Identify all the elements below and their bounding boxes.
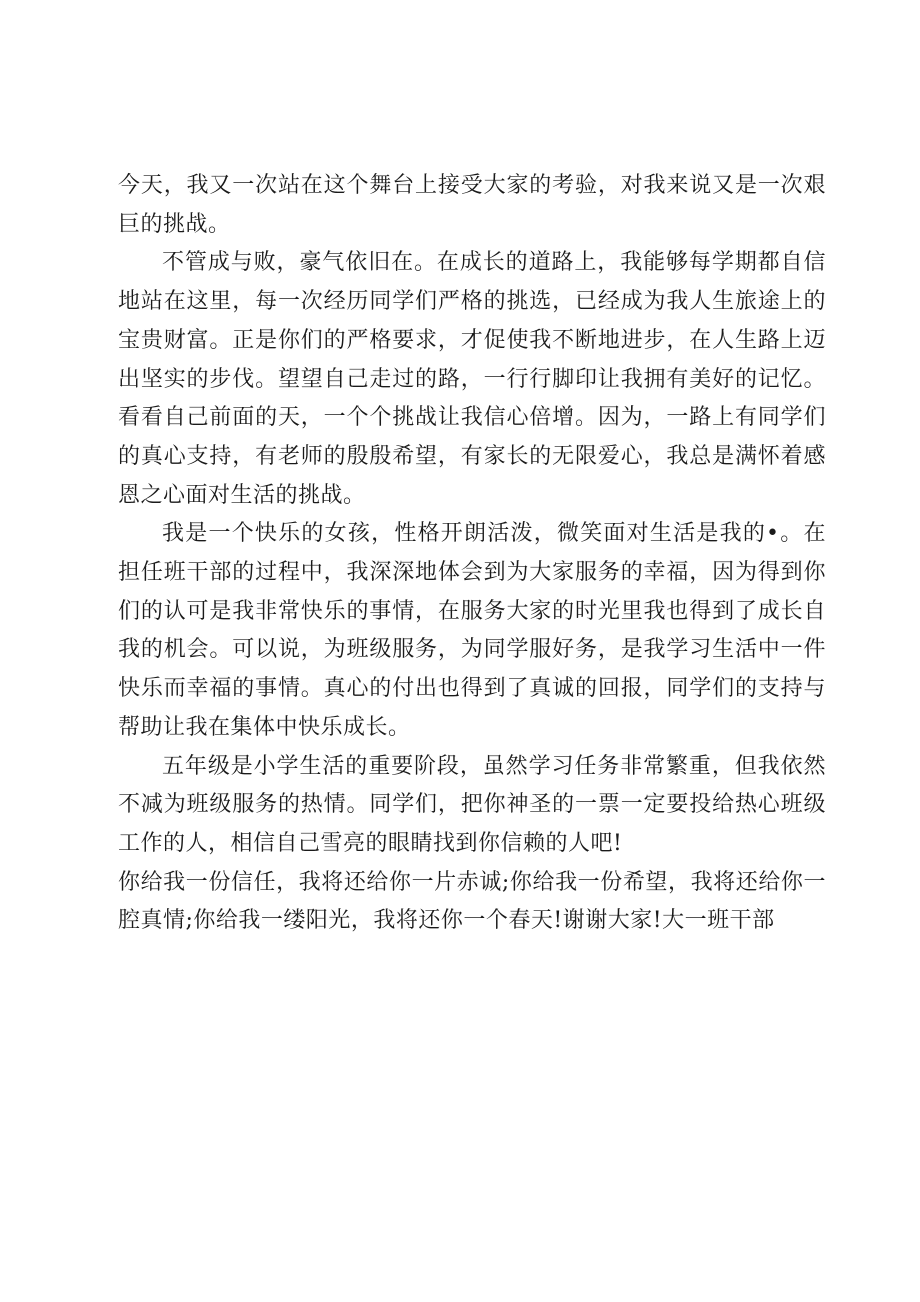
paragraph-3: 我是一个快乐的女孩，性格开朗活泼，微笑面对生活是我的•。在担任班干部的过程中，我深深地体会到为大家服务的幸福，因为得到你们的认可是我非常快乐的事情，在服务大家的时光里我也得到了成长自我的机会。可以说，为班级服务，为同学服好务，是我学习生活中一件快乐而幸福的事情。真心的付出也得到了真诚的回报，同学们的支持与帮助让我在集体中快乐成长。 <box>118 521 826 740</box>
paragraph-2: 不管成与败，豪气依旧在。在成长的道路上，我能够每学期都自信地站在这里，每一次经历同学们严格的挑选，已经成为我人生旅途上的宝贵财富。正是你们的严格要求，才促使我不断地进步，在人生路上迈出坚实的步伐。望望自己走过的路，一行行脚印让我拥有美好的记忆。看看自己前面的天，一个个挑战让我信心倍增。因为，一路上有同学们的真心支持，有老师的殷殷希望，有家长的无限爱心，我总是满怀着感恩之心面对生活的挑战。 <box>118 250 826 508</box>
paragraph-5: 你给我一份信任，我将还给你一片赤诚;你给我一份希望，我将还给你一腔真情;你给我一缕阳光，我将还你一个春天!谢谢大家!大一班干部 <box>118 869 826 934</box>
document-body <box>118 167 826 941</box>
paragraph-1: 今天，我又一次站在这个舞台上接受大家的考验，对我来说又是一次艰巨的挑战。 <box>118 173 826 237</box>
paragraph-4: 五年级是小学生活的重要阶段，虽然学习任务非常繁重，但我依然不减为班级服务的热情。同学们，把你神圣的一票一定要投给热心班级工作的人，相信自己雪亮的眼睛找到你信赖的人吧! <box>118 753 826 856</box>
